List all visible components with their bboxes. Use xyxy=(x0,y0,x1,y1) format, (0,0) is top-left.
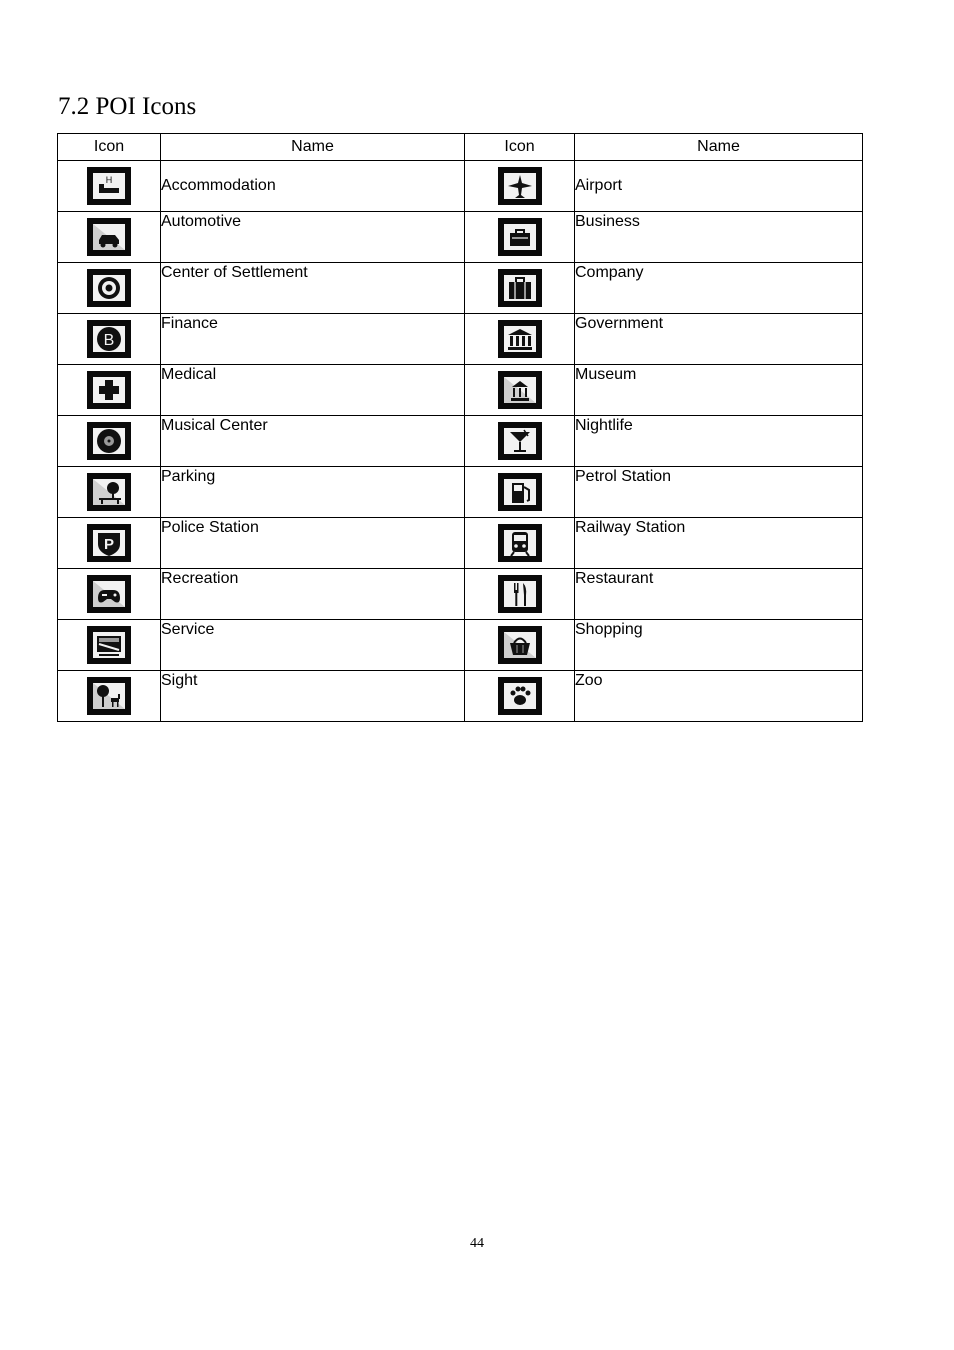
icon-cell xyxy=(58,416,161,467)
icon-cell xyxy=(465,518,575,569)
poi-name-automotive: Automotive xyxy=(161,212,465,263)
icon-cell xyxy=(58,620,161,671)
poi-name-airport: Airport xyxy=(575,161,863,212)
poi-name-accommodation: Accommodation xyxy=(161,161,465,212)
poi-name-center-of-settlement: Center of Settlement xyxy=(161,263,465,314)
svg-text:B: B xyxy=(103,332,115,349)
icon-cell xyxy=(58,263,161,314)
table-header-row xyxy=(58,134,863,161)
cocktail-glass-icon xyxy=(498,422,542,460)
table-row xyxy=(58,671,863,722)
table-row xyxy=(58,365,863,416)
icon-cell xyxy=(465,365,575,416)
poi-name-parking: Parking xyxy=(161,467,465,518)
hotel-bed-icon xyxy=(87,167,131,205)
table-row xyxy=(58,161,863,212)
icon-cell xyxy=(58,467,161,518)
poi-name-medical: Medical xyxy=(161,365,465,416)
table-row xyxy=(58,263,863,314)
icon-cell xyxy=(465,212,575,263)
poi-name-museum: Museum xyxy=(575,365,863,416)
government-building-icon xyxy=(498,320,542,358)
airplane-icon xyxy=(498,167,542,205)
icon-cell xyxy=(465,314,575,365)
icon-cell xyxy=(465,161,575,212)
poi-name-restaurant: Restaurant xyxy=(575,569,863,620)
poi-name-business: Business xyxy=(575,212,863,263)
music-disc-icon xyxy=(87,422,131,460)
icon-cell xyxy=(465,620,575,671)
table-row xyxy=(58,518,863,569)
poi-name-nightlife: Nightlife xyxy=(575,416,863,467)
tools-icon xyxy=(87,626,131,664)
briefcase-icon xyxy=(498,218,542,256)
page-number: 44 xyxy=(470,1236,484,1251)
table-row xyxy=(58,212,863,263)
poi-name-petrol-station: Petrol Station xyxy=(575,467,863,518)
shopping-basket-icon xyxy=(498,626,542,664)
poi-name-government: Government xyxy=(575,314,863,365)
icon-cell xyxy=(58,212,161,263)
train-icon xyxy=(498,524,542,562)
icon-cell xyxy=(465,263,575,314)
tree-bench-icon xyxy=(87,473,131,511)
table-row xyxy=(58,569,863,620)
poi-name-railway-station: Railway Station xyxy=(575,518,863,569)
table-row xyxy=(58,467,863,518)
fork-knife-icon xyxy=(498,575,542,613)
gamepad-icon xyxy=(87,575,131,613)
suitcase-icon xyxy=(498,269,542,307)
icon-cell xyxy=(465,569,575,620)
poi-name-police-station: Police Station xyxy=(161,518,465,569)
icon-cell xyxy=(58,569,161,620)
icon-cell xyxy=(58,671,161,722)
poi-name-musical-center: Musical Center xyxy=(161,416,465,467)
table-row xyxy=(58,416,863,467)
header-icon: Icon xyxy=(58,134,161,161)
museum-icon xyxy=(498,371,542,409)
page-title: 7.2 POI Icons xyxy=(58,93,197,120)
table-row xyxy=(58,620,863,671)
header-name: Name xyxy=(161,134,465,161)
table-row xyxy=(58,314,863,365)
poi-name-company: Company xyxy=(575,263,863,314)
poi-name-recreation: Recreation xyxy=(161,569,465,620)
medical-cross-icon xyxy=(87,371,131,409)
icon-cell xyxy=(465,416,575,467)
svg-text:P: P xyxy=(103,536,115,553)
poi-name-sight: Sight xyxy=(161,671,465,722)
svg-text:H: H xyxy=(105,175,113,185)
icon-cell xyxy=(465,467,575,518)
poi-name-service: Service xyxy=(161,620,465,671)
target-circle-icon xyxy=(87,269,131,307)
poi-name-shopping: Shopping xyxy=(575,620,863,671)
paw-print-icon xyxy=(498,677,542,715)
tree-deer-icon xyxy=(87,677,131,715)
icon-cell xyxy=(58,518,161,569)
header-name: Name xyxy=(575,134,863,161)
icon-cell xyxy=(465,671,575,722)
icon-cell xyxy=(58,161,161,212)
icon-cell xyxy=(58,314,161,365)
fuel-pump-icon xyxy=(498,473,542,511)
icon-cell xyxy=(58,365,161,416)
bitcoin-b-icon xyxy=(87,320,131,358)
poi-name-zoo: Zoo xyxy=(575,671,863,722)
poi-icons-table xyxy=(57,133,863,722)
parking-p-shield-icon xyxy=(87,524,131,562)
car-icon xyxy=(87,218,131,256)
header-icon: Icon xyxy=(465,134,575,161)
poi-name-finance: Finance xyxy=(161,314,465,365)
